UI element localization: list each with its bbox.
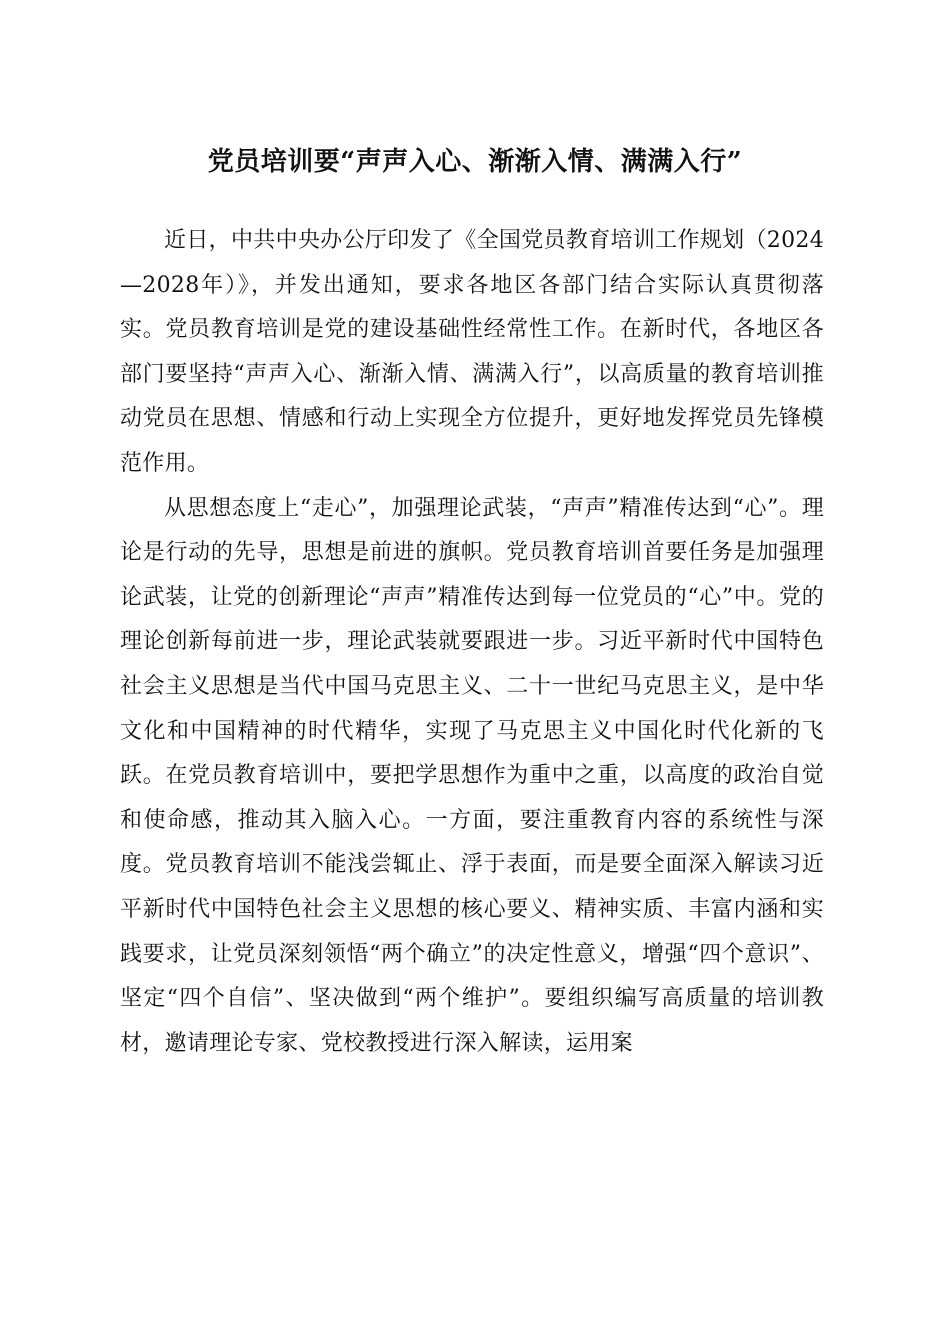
document-body	[120, 219, 824, 1066]
paragraph-1: 近日，中共中央办公厅印发了《全国党员教育培训工作规划（2024—2028年）》，并发出通知，要求各地区各部门结合实际认真贯彻落实。党员教育培训是党的建设基础性经常性工作。在新时代，各地区各部门要坚持“声声入心、渐渐入情、满满入行”，以高质量的教育培训推动党员在思想、情感和行动上实现全方位提升，更好地发挥党员先锋模范作用。	[120, 228, 824, 476]
paragraph-2: 从思想态度上“走心”，加强理论武装，“声声”精准传达到“心”。理论是行动的先导，思想是前进的旗帜。党员教育培训首要任务是加强理论武装，让党的创新理论“声声”精准传达到每一位党员的“心”中。党的理论创新每前进一步，理论武装就要跟进一步。习近平新时代中国特色社会主义思想是当代中国马克思主义、二十一世纪马克思主义，是中华文化和中国精神的时代精华，实现了马克思主义中国化时代化新的飞跃。在党员教育培训中，要把学思想作为重中之重，以高度的政治自觉和使命感，推动其入脑入心。一方面，要注重教育内容的系统性与深度。党员教育培训不能浅尝辄止、浮于表面，而是要全面深入解读习近平新时代中国特色社会主义思想的核心要义、精神实质、丰富内涵和实践要求，让党员深刻领悟“两个确立”的决定性意义，增强“四个意识”、坚定“四个自信”、坚决做到“两个维护”。要组织编写高质量的培训教材，邀请理论专家、党校教授进行深入解读，运用案	[120, 495, 824, 1056]
document-title: 党员培训要“声声入心、渐渐入情、满满入行”	[207, 147, 743, 177]
